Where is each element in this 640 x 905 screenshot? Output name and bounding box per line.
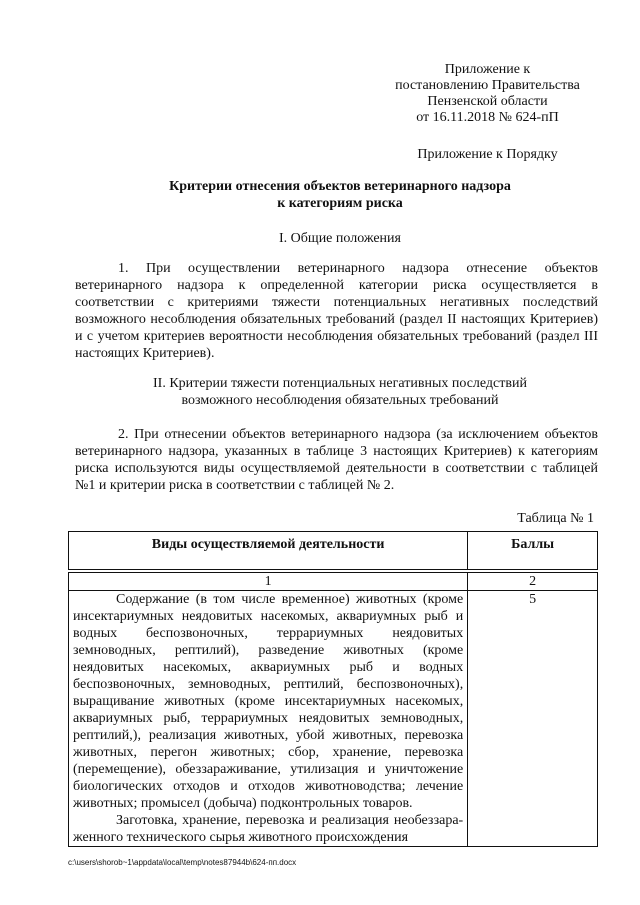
activity-cell xyxy=(69,591,468,847)
appendix-line: от 16.11.2018 № 624-пП xyxy=(416,110,559,125)
appendix-line: постановлению Правительства xyxy=(395,78,580,93)
section-heading-1: I. Общие положения xyxy=(279,231,401,246)
table-row xyxy=(69,591,598,847)
file-path-footer: c:\users\shorob~1\appdata\local\temp\notes87944b\624-пп.docx xyxy=(68,858,297,867)
paragraph-2: 2. При отнесении объектов ветеринарного надзора (за исключением объектов ветеринарного надзора, указанных в таблице 3 настоящих Критериев) к категориям риска используются виды осуществляемой деятельности в соответствии с таблицей №1 и критерии риска в соответствии с таблицей № 2. xyxy=(75,427,598,493)
column-number-row xyxy=(69,573,598,591)
score-cell: 5 xyxy=(468,591,598,847)
activity-table xyxy=(68,531,598,847)
header-activity: Виды осуществляемой деятельности xyxy=(69,532,468,570)
appendix-line: Пензенской области xyxy=(427,94,548,109)
appendix-line: Приложение к xyxy=(444,62,531,77)
table-header-row xyxy=(69,532,598,570)
annex-label: Приложение к Порядку xyxy=(417,147,558,162)
paragraph-1: 1. При осуществлении ветеринарного надзора отнесение объектов ветеринарного надзора к определенной категории риска осуществляется в соответствии с критериями тяжести потенциальных негативных последствий возможного несоблюдения обязательных требований (раздел II настоящих Критериев) и с учетом критериев вероятности несоблюдения обязательных требований (раздел III настоящих Критериев). xyxy=(75,261,598,361)
title-line-1: Критерии отнесения объектов ветеринарного надзора xyxy=(169,179,511,194)
appendix-block xyxy=(360,62,615,126)
section-heading-2 xyxy=(60,375,620,409)
section-2-line-2: возможного несоблюдения обязательных требований xyxy=(181,393,499,408)
header-score: Баллы xyxy=(468,532,598,570)
table-caption: Таблица № 1 xyxy=(517,511,594,526)
document-title xyxy=(60,178,620,212)
column-number-1: 1 xyxy=(69,573,468,591)
activity-text-1: Содержание (в том числе временное) животных (кроме инсектариумных неядовитых насекомых, аквариумных рыб и водных беспозвоночных, террариумных неядовитых земноводных, рептилий), разведение животных (кроме неядовитых насекомых, аквариумных рыб и водных беспозвоночных, земноводных, рептилий, беспозвоночных), выращивание животных (кроме инсектариумных насекомых, аквариумных рыб, террариумных неядовитых земноводных, рептилий,), реализация животных, убой животных, перевозка животных, перегон животных; сбор, хранение, перевозка (перемещение), обеззараживание, утилизация и уничтожение биологических отходов и отходов животноводства; лечение животных; промысел (добыча) подконтрольных товаров. xyxy=(73,592,464,811)
title-line-2: к категориям риска xyxy=(277,196,403,211)
column-number-2: 2 xyxy=(468,573,598,591)
activity-text-2: Заготовка, хранение, перевозка и реализация необеззара-женного технического сырья животного происхождения xyxy=(73,813,464,845)
section-2-line-1: II. Критерии тяжести потенциальных негативных последствий xyxy=(153,376,527,391)
